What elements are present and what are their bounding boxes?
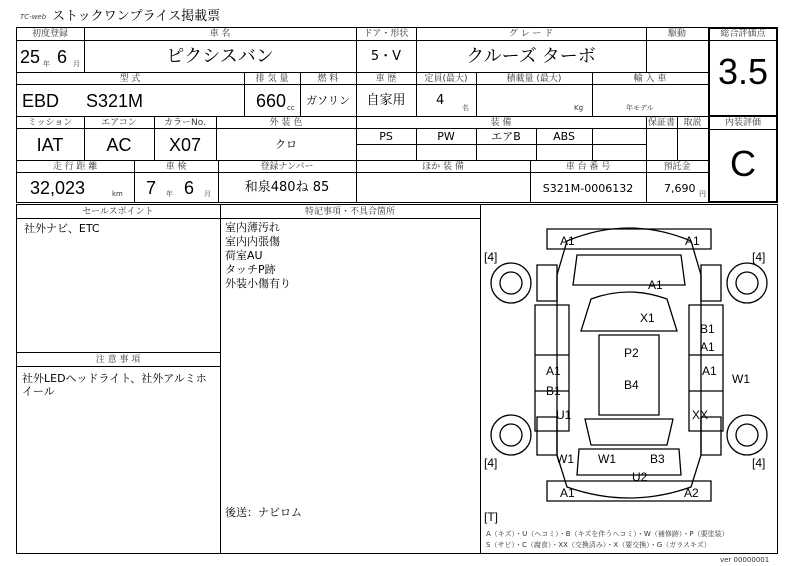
drive-label: 駆動	[667, 29, 686, 39]
price-unit: 円	[699, 190, 706, 198]
mileage-unit: km	[112, 190, 123, 198]
inspection-label: 車 検	[165, 162, 187, 172]
grade-label: グ レ ー ド	[508, 29, 554, 39]
damage-mark: A2	[684, 486, 699, 500]
tire-rear-right	[727, 415, 767, 455]
logo: TC-web	[20, 13, 47, 21]
windshield	[581, 292, 677, 331]
inspection-year-unit: 年	[166, 190, 173, 198]
import-label: 輸 入 車	[633, 74, 667, 84]
plate: 和泉480ね 85	[244, 180, 330, 195]
note-0: 室内薄汚れ	[225, 221, 280, 234]
capacity-unit: 名	[462, 104, 469, 112]
damage-mark: B1	[700, 322, 715, 336]
damage-mark: U1	[556, 408, 572, 422]
displacement-unit: cc	[287, 104, 295, 112]
interior-score: C	[730, 143, 756, 184]
caution-text: 社外LEDヘッドライト、社外アルミホイール	[22, 372, 207, 398]
notes-footer: 後送：ナビロム	[225, 506, 302, 519]
ext-color: クロ	[275, 138, 297, 151]
tire-label-fr: [4]	[752, 250, 766, 264]
damage-mark: B4	[624, 378, 639, 392]
plate-label: 登録ナンバー	[260, 162, 314, 172]
chassis-label: 車 台 番 号	[565, 162, 611, 172]
damage-mark: W1	[732, 372, 750, 386]
chassis-number: S321M-0006132	[542, 182, 634, 195]
fuel-label: 燃 料	[317, 74, 339, 84]
page-title: ストックワンプライス掲載票	[52, 9, 221, 24]
warranty-label: 保証書	[647, 118, 675, 128]
model-label: 型 式	[119, 74, 141, 84]
mileage: 32,023	[30, 178, 86, 198]
history-label: 車 歴	[375, 74, 397, 84]
rear-glass	[585, 419, 673, 445]
displacement: 660	[256, 91, 287, 111]
tire-label-fl: [4]	[484, 250, 498, 264]
ext-color-label: 外 装 色	[269, 118, 303, 128]
damage-mark: A1	[560, 234, 575, 248]
reg-year: 25	[20, 47, 41, 67]
mission-label: ミッション	[27, 118, 73, 128]
car-name-label: 車 名	[209, 29, 231, 39]
equipment-label: 装 備	[490, 118, 512, 128]
overall-label: 総合評価点	[720, 29, 766, 39]
import-model: 年モデル	[626, 104, 654, 112]
color-no: X07	[168, 135, 202, 155]
reg-month: 6	[57, 47, 68, 67]
tire-front-left	[491, 263, 531, 303]
damage-mark: B1	[546, 384, 561, 398]
tire-label-spare: [T]	[484, 510, 498, 524]
tire-label-rr: [4]	[752, 456, 766, 470]
damage-mark: XX	[692, 408, 709, 422]
damage-mark: A1	[560, 486, 575, 500]
door-shape: 5・V	[370, 49, 402, 64]
mileage-label: 走 行 距 離	[52, 162, 98, 172]
damage-mark: X1	[640, 311, 655, 325]
model-prefix: EBD	[22, 91, 60, 111]
model: S321M	[86, 91, 144, 111]
aircon: AC	[106, 135, 132, 155]
inspection-month: 6	[184, 178, 195, 198]
price-label: 預託金	[663, 162, 691, 172]
damage-mark: P2	[624, 346, 639, 360]
mission: IAT	[36, 135, 64, 155]
reg-month-unit: 月	[73, 60, 80, 68]
tire-front-right	[727, 263, 767, 303]
first-reg-label: 初度登録	[31, 29, 68, 39]
equipment-1: PW	[437, 130, 455, 143]
history: 自家用	[366, 93, 406, 108]
notes-label: 特記事項・不具合箇所	[304, 207, 395, 217]
price: 7,690	[664, 182, 696, 195]
equipment-3: ABS	[553, 130, 575, 143]
note-2: 荷室AU	[225, 249, 263, 262]
version: ver 00000001	[720, 556, 770, 564]
caution-label: 注 意 事 項	[95, 355, 141, 365]
load-unit: Kg	[574, 104, 584, 112]
door-label: ドア・形状	[363, 29, 409, 39]
damage-mark: W1	[556, 452, 574, 466]
tire-rear-left	[491, 415, 531, 455]
damage-mark: U2	[632, 470, 648, 484]
damage-mark: A1	[700, 340, 715, 354]
legend-line-1: A（キズ）・U（ヘコミ）・B（キズを伴うヘコミ）・W（補修跡）・P（要塗装）	[486, 530, 729, 538]
displacement-label: 排 気 量	[255, 74, 289, 84]
inspection-year: 7	[146, 178, 157, 198]
equipment-0: PS	[379, 130, 393, 143]
other-eq-label: ほか 装 備	[422, 162, 464, 172]
aircon-label: エアコン	[101, 118, 137, 128]
equipment-2: エアB	[491, 130, 521, 143]
sales-points: 社外ナビ、ETC	[24, 222, 100, 235]
damage-mark: A1	[648, 278, 663, 292]
capacity-label: 定員(最大)	[424, 74, 468, 84]
note-1: 室内内張傷	[225, 235, 280, 248]
load-label: 積載量 (最大)	[506, 74, 562, 84]
damage-mark: A1	[685, 234, 700, 248]
inspection-month-unit: 月	[204, 190, 211, 198]
grade: クルーズ ターボ	[466, 46, 596, 66]
damage-mark: A1	[702, 364, 717, 378]
tailgate	[577, 449, 681, 475]
hood	[573, 255, 685, 285]
overall-score: 3.5	[717, 51, 769, 92]
damage-mark: A1	[546, 364, 561, 378]
note-3: タッチP跡	[225, 263, 276, 276]
fuel: ガソリン	[306, 94, 350, 107]
damage-mark: B3	[650, 452, 665, 466]
note-4: 外装小傷有り	[225, 277, 291, 290]
color-no-label: カラーNo.	[164, 118, 206, 128]
damage-mark: W1	[598, 452, 616, 466]
interior-label: 内装評価	[724, 118, 761, 128]
manual-label: 取説	[683, 118, 702, 128]
reg-year-unit: 年	[43, 60, 50, 68]
car-name: ピクシスバン	[166, 46, 274, 66]
capacity: 4	[436, 93, 445, 108]
tire-label-rl: [4]	[484, 456, 498, 470]
car-damage-diagram	[481, 205, 777, 525]
sales-label: セールスポイント	[82, 207, 154, 217]
legend-line-2: S（サビ）・C（腐食）・XX（交換済み）・X（要交換）・G（ガラスキズ）	[486, 541, 711, 549]
